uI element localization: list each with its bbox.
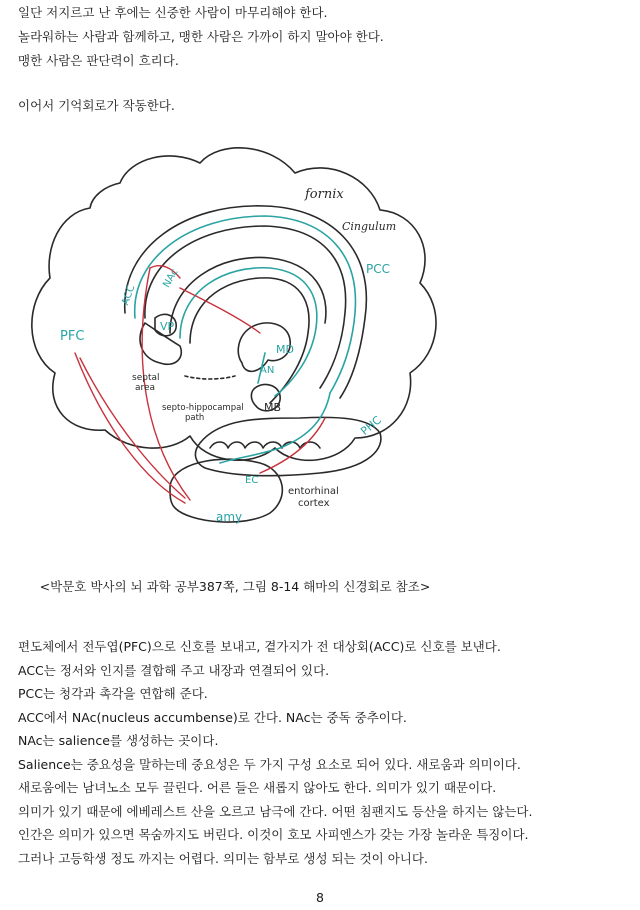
- label-amy: amy: [216, 510, 243, 524]
- label-nac: NAc: [161, 267, 181, 290]
- label-md: MD: [276, 343, 294, 356]
- label-ec: EC: [245, 475, 259, 486]
- label-entorhinal-1: entorhinal: [288, 486, 339, 497]
- figure-caption: <박문호 박사의 뇌 과학 공부387쪽, 그림 8-14 해마의 신경회로 참조>: [39, 579, 431, 594]
- intro-line: 맹한 사람은 판단력이 흐리다.: [18, 53, 179, 68]
- label-an: AN: [260, 365, 275, 376]
- body-line: 인간은 의미가 있으면 목숨까지도 버린다. 이것이 호모 사피엔스가 갖는 가장 놀라운 특징이다.: [18, 827, 529, 842]
- temporal-lobe: [195, 417, 380, 475]
- label-phc: PHC: [358, 413, 384, 438]
- body-text: [18, 639, 628, 874]
- intro-line: 놀라워하는 사람과 함께하고, 맹한 사람은 가까이 하지 말아야 한다.: [18, 29, 384, 44]
- hippocampus-scallops: [210, 442, 320, 448]
- body-line: ACC에서 NAc(nucleus accumbense)로 간다. NAc는 중독 중추이다.: [18, 709, 407, 725]
- intro-line: 이어서 기억회로가 작동한다.: [18, 98, 175, 113]
- label-vp: VP: [160, 320, 175, 333]
- label-fornix: fornix: [305, 187, 344, 202]
- ec-red: [260, 418, 325, 473]
- label-mb: MB: [264, 401, 282, 414]
- label-pfc: PFC: [60, 329, 85, 344]
- label-acc: ACC: [120, 283, 138, 307]
- label-cingulum: Cingulum: [342, 220, 397, 233]
- fornix-arch-inner: [190, 278, 309, 403]
- body-line: 그러나 고등학생 정도 까지는 어렵다. 의미는 함부로 생성 되는 것이 아니다.: [18, 850, 428, 866]
- label-septal-2: area: [135, 383, 156, 393]
- body-line: PCC는 청각과 촉각을 연합해 준다.: [18, 686, 208, 701]
- body-line: 새로움에는 남녀노소 모두 끌린다. 어른 들은 새롭지 않아도 한다. 의미가 있기 때문이다.: [18, 780, 497, 795]
- body-line: 의미가 있기 때문에 에베레스트 산을 오르고 남극에 간다. 어떤 침팬지도 등산을 하지는 않는다.: [18, 803, 533, 819]
- label-septo-2: path: [185, 413, 205, 423]
- label-septo-1: septo-hippocampal: [162, 403, 244, 413]
- body-line: ACC는 정서와 인지를 결합해 주고 내장과 연결되어 있다.: [18, 662, 330, 678]
- cingulum-path-teal: [135, 216, 356, 393]
- body-line: NAc는 salience를 생성하는 곳이다.: [18, 733, 219, 748]
- intro-line: 일단 저지르고 난 후에는 신중한 사람이 마무리해야 한다.: [18, 5, 328, 20]
- label-septal-1: septal: [132, 373, 160, 383]
- body-line: Salience는 중요성을 말하는데 중요성은 두 가지 구성 요소로 되어 있다. 새로움과 의미이다.: [18, 756, 521, 772]
- amy-to-pfc-red: [75, 353, 185, 503]
- label-entorhinal-2: cortex: [298, 498, 330, 509]
- page-number: 8: [316, 890, 324, 905]
- label-pcc: PCC: [366, 262, 390, 276]
- body-line: 편도체에서 전두엽(PFC)으로 신호를 보내고, 곁가지가 전 대상회(ACC)로 신호를 보낸다.: [18, 639, 501, 654]
- hippocampus-circuit-diagram: [20, 118, 460, 570]
